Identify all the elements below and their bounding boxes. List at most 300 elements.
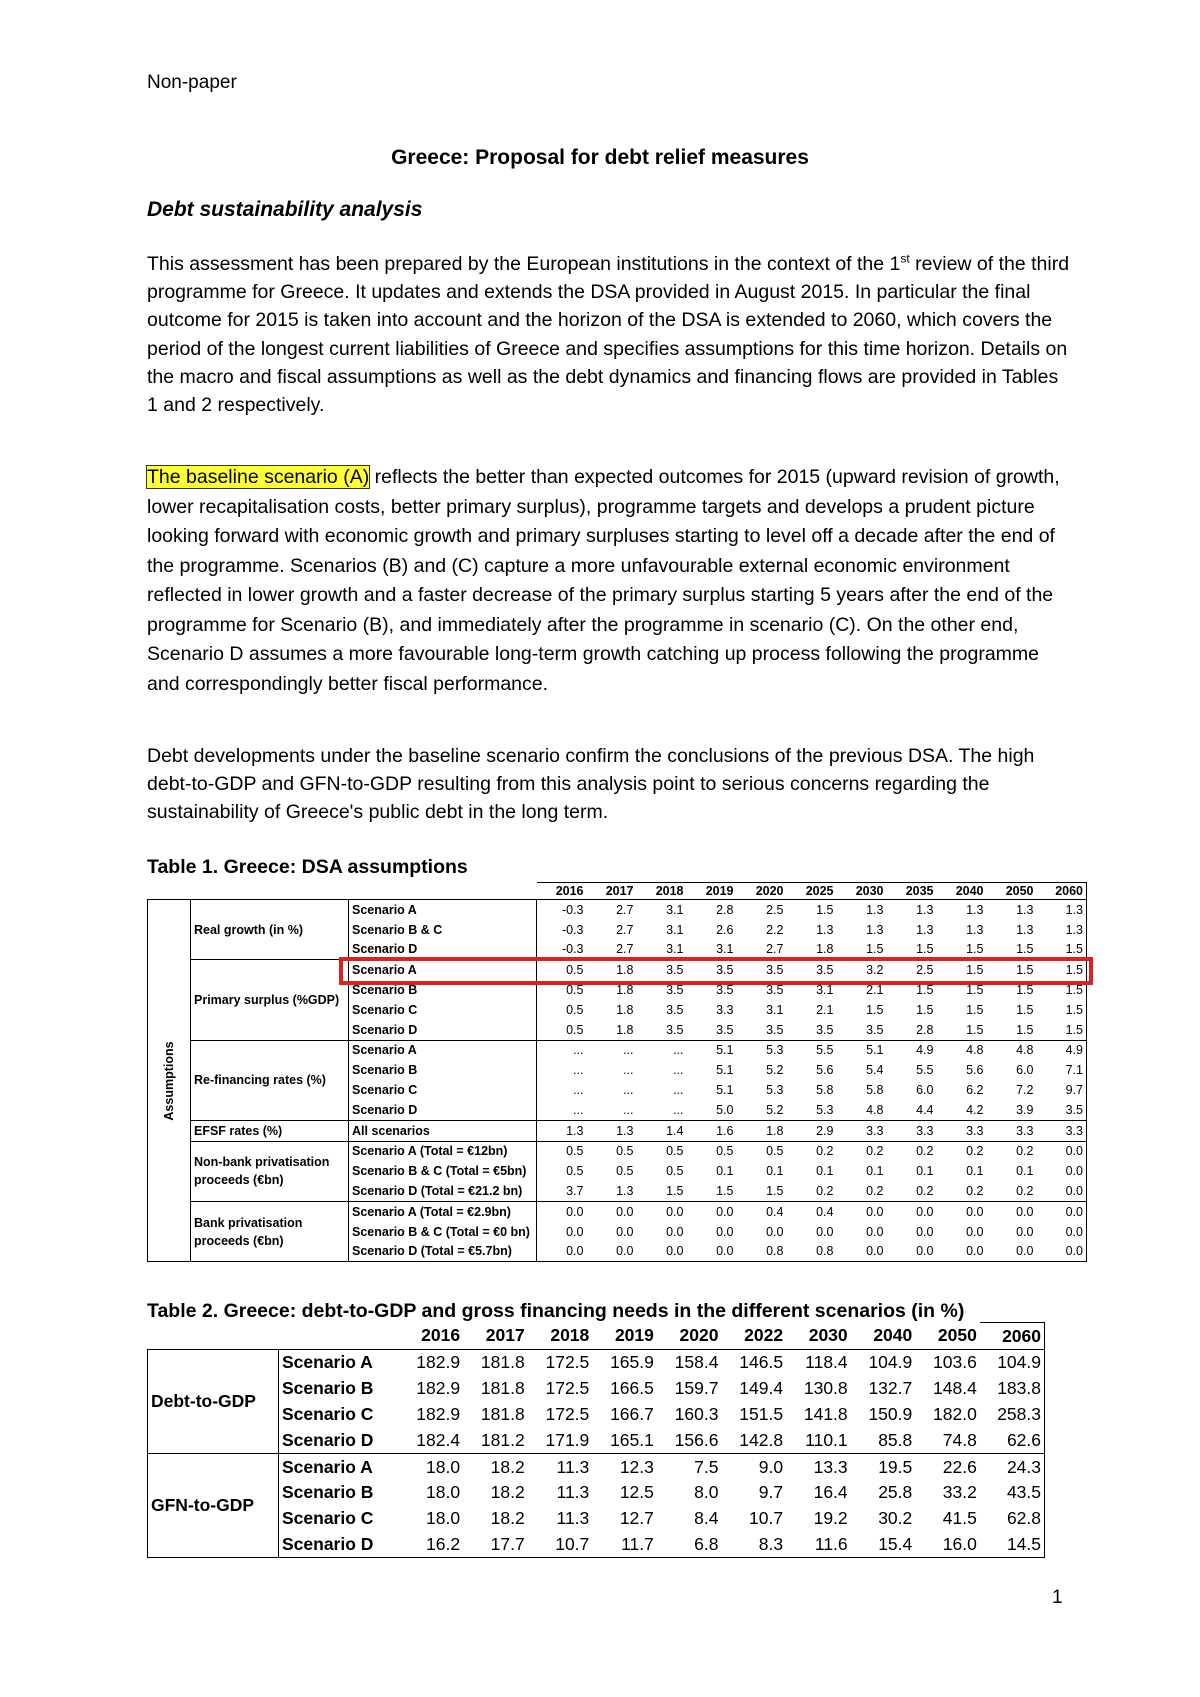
value-cell: 172.5 xyxy=(545,1403,590,1424)
value-cell: 15.4 xyxy=(851,1532,916,1558)
value-cell: 9.0 xyxy=(721,1454,786,1480)
value-cell: 18.2 xyxy=(490,1482,525,1503)
value-cell: 3.3 xyxy=(887,1120,937,1141)
value-cell: 0.0 xyxy=(587,1242,637,1262)
value-cell: 3.3 xyxy=(937,1120,987,1141)
value-cell: 3.3 xyxy=(1037,1120,1087,1141)
value-cell: 8.3 xyxy=(721,1532,786,1558)
scenario-label: Scenario A xyxy=(349,900,537,920)
value-cell: 5.3 xyxy=(737,1040,787,1060)
value-cell: 10.7 xyxy=(749,1508,784,1529)
value-cell: 2.8 xyxy=(687,900,737,920)
side-label: Assumptions xyxy=(162,1041,176,1121)
value-cell: 1.5 xyxy=(1016,1002,1034,1017)
value-cell: 7.5 xyxy=(657,1454,722,1480)
value-cell: 0.0 xyxy=(987,1242,1037,1262)
scenario-label: Scenario A (Total = €12bn) xyxy=(349,1141,537,1161)
value-cell: 5.5 xyxy=(787,1040,837,1060)
header-blank-cell xyxy=(279,1323,399,1350)
value-cell: 0.0 xyxy=(687,1201,737,1221)
value-cell: 0.2 xyxy=(937,1141,987,1161)
value-cell: 4.8 xyxy=(987,1040,1037,1060)
scenario-label: Scenario B xyxy=(349,980,537,1000)
value-cell: 6.0 xyxy=(1016,1063,1034,1078)
value-cell: 0.5 xyxy=(587,1141,637,1161)
value-cell: 3.1 xyxy=(666,942,684,957)
value-cell: 0.5 xyxy=(616,1164,634,1179)
value-cell: 9.7 xyxy=(758,1482,784,1503)
value-cell: 0.2 xyxy=(787,1141,837,1161)
header-blank-cell xyxy=(148,1323,279,1350)
value-cell: 150.9 xyxy=(868,1403,913,1424)
value-cell: ... xyxy=(673,1063,684,1078)
value-cell: 0.0 xyxy=(616,1224,634,1239)
page-number: 1 xyxy=(1052,1587,1063,1608)
value-cell: 5.2 xyxy=(766,1102,784,1117)
year-header: 2050 xyxy=(937,1325,977,1346)
value-cell: 5.6 xyxy=(816,1063,834,1078)
scenario-label: Scenario D xyxy=(349,1100,537,1120)
value-cell: 16.2 xyxy=(399,1532,464,1558)
value-cell: 104.9 xyxy=(980,1350,1045,1376)
value-cell: 3.9 xyxy=(1016,1102,1034,1117)
value-cell: 142.8 xyxy=(739,1429,784,1450)
year-header: 2018 xyxy=(550,1325,590,1346)
table-row xyxy=(148,1141,1087,1161)
value-cell: 1.3 xyxy=(887,900,937,920)
year-header: 2060 xyxy=(1037,883,1087,900)
value-cell: 0.2 xyxy=(866,1184,884,1199)
value-cell: 3.5 xyxy=(666,1022,684,1037)
value-cell: 0.5 xyxy=(566,983,584,998)
table-row xyxy=(148,1506,1045,1532)
value-cell: 4.8 xyxy=(937,1040,987,1060)
value-cell: 0.2 xyxy=(837,1141,887,1161)
value-cell: 0.0 xyxy=(816,1224,834,1239)
value-cell: 0.0 xyxy=(987,1201,1037,1221)
value-cell: 0.2 xyxy=(1016,1184,1034,1199)
year-header: 2016 xyxy=(537,883,587,900)
value-cell: 0.0 xyxy=(837,1242,887,1262)
table-row xyxy=(148,1350,1045,1376)
value-cell: 1.3 xyxy=(966,922,984,937)
value-cell: 1.3 xyxy=(866,922,884,937)
value-cell: 2.7 xyxy=(616,942,634,957)
value-cell: 1.5 xyxy=(916,983,934,998)
value-cell: 5.1 xyxy=(837,1040,887,1060)
value-cell: ... xyxy=(673,1102,684,1117)
scenario-label: Scenario C xyxy=(282,1508,374,1529)
value-cell: 7.2 xyxy=(1016,1083,1034,1098)
value-cell: 1.8 xyxy=(616,1002,634,1017)
scenario-label: All scenarios xyxy=(349,1120,537,1141)
intro-text-b: review of the third programme for Greece. It updates and extends the DSA provided in August 2015. In particular the final outcome for 2015 is taken into account and the horizon of the DSA is extended to 2060, which covers the period of the longest current liabilities of Greece and specifies assumptions for this time horizon. Details on the macro and fiscal assumptions as well as the debt dynamics and financing flows are provided in Tables 1 and 2 respectively. xyxy=(147,253,1070,417)
value-cell: 0.0 xyxy=(887,1242,937,1262)
table-row xyxy=(148,1532,1045,1558)
value-cell: 258.3 xyxy=(980,1402,1045,1428)
value-cell: 2.6 xyxy=(716,922,734,937)
value-cell: 18.0 xyxy=(426,1482,461,1503)
value-cell: 1.5 xyxy=(966,942,984,957)
table-row xyxy=(148,1480,1045,1506)
value-cell: 0.5 xyxy=(666,1164,684,1179)
year-header: 2016 xyxy=(421,1325,461,1346)
value-cell: 3.3 xyxy=(987,1120,1037,1141)
scenario-label: Scenario C xyxy=(349,1000,537,1020)
section-heading: Debt sustainability analysis xyxy=(147,198,423,221)
table1-dsa-assumptions xyxy=(147,882,1087,1262)
value-cell: 5.1 xyxy=(716,1063,734,1078)
value-cell: 43.5 xyxy=(980,1480,1045,1506)
value-cell: 1.5 xyxy=(866,942,884,957)
value-cell: 0.0 xyxy=(716,1224,734,1239)
value-cell: 182.0 xyxy=(933,1403,977,1424)
value-cell: 1.5 xyxy=(937,960,987,980)
value-cell: 3.5 xyxy=(787,960,837,980)
value-cell: 182.9 xyxy=(416,1378,461,1399)
value-cell: 0.1 xyxy=(1016,1164,1034,1179)
value-cell: 5.8 xyxy=(816,1083,834,1098)
value-cell: 0.0 xyxy=(566,1224,584,1239)
value-cell: 0.8 xyxy=(787,1242,837,1262)
value-cell: 4.4 xyxy=(916,1102,934,1117)
value-cell: 118.4 xyxy=(786,1350,851,1376)
scenario-label: Scenario A xyxy=(349,1040,537,1060)
value-cell: ... xyxy=(573,1063,584,1078)
scenario-label: Scenario D xyxy=(279,1532,399,1558)
scenario-label: Scenario B & C (Total = €5bn) xyxy=(349,1161,537,1181)
value-cell: 0.5 xyxy=(637,1141,687,1161)
year-header: 2035 xyxy=(887,883,937,900)
table-row xyxy=(148,1376,1045,1402)
value-cell: ... xyxy=(573,1083,584,1098)
value-cell: 4.9 xyxy=(1037,1040,1087,1060)
value-cell: 0.1 xyxy=(966,1164,984,1179)
value-cell: 0.0 xyxy=(587,1201,637,1221)
value-cell: 2.5 xyxy=(887,960,937,980)
group-label: Re-financing rates (%) xyxy=(191,1040,349,1120)
value-cell: 17.7 xyxy=(463,1532,528,1558)
value-cell: 1.5 xyxy=(916,1002,934,1017)
value-cell: 4.8 xyxy=(866,1102,884,1117)
value-cell: 110.1 xyxy=(805,1429,848,1450)
year-header: 2019 xyxy=(687,883,737,900)
value-cell: 2.7 xyxy=(587,900,637,920)
document-title: Greece: Proposal for debt relief measures xyxy=(391,146,809,169)
value-cell: 160.3 xyxy=(674,1403,719,1424)
value-cell: 1.3 xyxy=(916,922,934,937)
value-cell: 0.0 xyxy=(666,1224,684,1239)
scenario-label: Scenario B xyxy=(282,1482,374,1503)
value-cell: 1.5 xyxy=(966,1002,984,1017)
intro-paragraph xyxy=(147,250,1072,419)
value-cell: ... xyxy=(623,1083,634,1098)
value-cell: 3.1 xyxy=(637,900,687,920)
scenario-label: Scenario D (Total = €21.2 bn) xyxy=(349,1181,537,1201)
value-cell: 3.5 xyxy=(637,960,687,980)
value-cell: 181.8 xyxy=(480,1403,525,1424)
value-cell: 1.8 xyxy=(737,1120,787,1141)
value-cell: 9.7 xyxy=(1037,1080,1087,1100)
value-cell: 0.0 xyxy=(837,1201,887,1221)
value-cell: 24.3 xyxy=(980,1454,1045,1480)
value-cell: 18.0 xyxy=(426,1508,461,1529)
value-cell: 0.5 xyxy=(537,1141,587,1161)
group-label: Primary surplus (%GDP) xyxy=(191,960,349,1040)
highlighted-phrase: The baseline scenario (A) xyxy=(147,466,370,488)
scenario-label: Scenario D xyxy=(349,940,537,960)
value-cell: 0.5 xyxy=(566,1002,584,1017)
table-row xyxy=(148,1201,1087,1221)
value-cell: ... xyxy=(623,1102,634,1117)
value-cell: 0.1 xyxy=(816,1164,834,1179)
value-cell: 3.5 xyxy=(737,960,787,980)
value-cell: 1.3 xyxy=(1037,920,1087,940)
value-cell: 182.9 xyxy=(399,1350,464,1376)
value-cell: 1.3 xyxy=(816,922,834,937)
value-cell: ... xyxy=(623,1063,634,1078)
value-cell: 2.2 xyxy=(766,922,784,937)
value-cell: 149.4 xyxy=(739,1378,784,1399)
value-cell: 103.6 xyxy=(915,1350,980,1376)
scenario-label: Scenario A (Total = €2.9bn) xyxy=(349,1201,537,1221)
value-cell: 0.0 xyxy=(537,1242,587,1262)
value-cell: 5.0 xyxy=(716,1102,734,1117)
value-cell: ... xyxy=(573,1102,584,1117)
value-cell: 0.0 xyxy=(1037,1141,1087,1161)
scenario-label: Scenario C xyxy=(282,1403,374,1424)
scenario-label: Scenario A xyxy=(279,1350,399,1376)
value-cell: 11.3 xyxy=(528,1454,593,1480)
value-cell: 1.5 xyxy=(966,983,984,998)
value-cell: 5.1 xyxy=(716,1083,734,1098)
value-cell: 165.9 xyxy=(592,1350,657,1376)
value-cell: 0.0 xyxy=(1037,1201,1087,1221)
value-cell: 22.6 xyxy=(915,1454,980,1480)
value-cell: 18.2 xyxy=(490,1508,525,1529)
value-cell: 85.8 xyxy=(878,1429,913,1450)
value-cell: 2.1 xyxy=(866,983,884,998)
value-cell: 1.5 xyxy=(1037,940,1087,960)
value-cell: 0.0 xyxy=(1037,1242,1087,1262)
value-cell: 0.4 xyxy=(787,1201,837,1221)
value-cell: 1.5 xyxy=(987,960,1037,980)
value-cell: 3.5 xyxy=(716,1022,734,1037)
value-cell: 11.3 xyxy=(556,1508,590,1529)
value-cell: 1.5 xyxy=(1037,980,1087,1000)
value-cell: 0.0 xyxy=(966,1224,984,1239)
scenario-label: Scenario B xyxy=(349,1060,537,1080)
value-cell: 0.0 xyxy=(1016,1224,1034,1239)
value-cell: 6.2 xyxy=(966,1083,984,1098)
scenario-label: Scenario D xyxy=(282,1429,374,1450)
value-cell: 12.7 xyxy=(619,1508,654,1529)
value-cell: 5.5 xyxy=(916,1063,934,1078)
year-header: 2030 xyxy=(837,883,887,900)
scenario-label: Scenario C xyxy=(349,1080,537,1100)
value-cell: 146.5 xyxy=(721,1350,786,1376)
value-cell: 5.6 xyxy=(966,1063,984,1078)
value-cell: 104.9 xyxy=(851,1350,916,1376)
table-row xyxy=(148,1402,1045,1428)
value-cell: 0.2 xyxy=(887,1141,937,1161)
value-cell: 0.5 xyxy=(537,960,587,980)
value-cell: 11.6 xyxy=(786,1532,851,1558)
value-cell: 1.8 xyxy=(616,983,634,998)
scenario-label: Scenario A xyxy=(349,960,537,980)
value-cell: 8.0 xyxy=(694,1482,719,1503)
value-cell: 33.2 xyxy=(942,1482,977,1503)
table-row xyxy=(148,1120,1087,1141)
value-cell: 158.4 xyxy=(657,1350,722,1376)
value-cell: 3.5 xyxy=(866,1022,884,1037)
value-cell: 10.7 xyxy=(528,1532,593,1558)
value-cell: 3.5 xyxy=(1037,1100,1087,1120)
value-cell: 5.2 xyxy=(766,1063,784,1078)
value-cell: 1.5 xyxy=(1037,1020,1087,1040)
value-cell: 4.9 xyxy=(887,1040,937,1060)
value-cell: 11.7 xyxy=(592,1532,657,1558)
value-cell: 4.2 xyxy=(966,1102,984,1117)
value-cell: 0.2 xyxy=(966,1184,984,1199)
value-cell: 18.2 xyxy=(463,1454,528,1480)
value-cell: 3.5 xyxy=(766,1022,784,1037)
value-cell: 3.3 xyxy=(716,1002,734,1017)
value-cell: 1.6 xyxy=(687,1120,737,1141)
header-blank-cell xyxy=(191,883,349,900)
value-cell: 0.5 xyxy=(566,1022,584,1037)
scenario-label: Scenario A xyxy=(279,1454,399,1480)
value-cell: 0.0 xyxy=(866,1224,884,1239)
table2-debt-gfn xyxy=(147,1322,1045,1558)
ordinal-suffix: st xyxy=(900,251,910,266)
value-cell: 5.4 xyxy=(866,1063,884,1078)
header-blank-cell xyxy=(148,883,191,900)
value-cell: 74.8 xyxy=(942,1429,977,1450)
value-cell: 5.3 xyxy=(816,1102,834,1117)
value-cell: 181.8 xyxy=(480,1378,525,1399)
year-header: 2040 xyxy=(873,1325,913,1346)
value-cell: 0.0 xyxy=(937,1201,987,1221)
value-cell: 1.3 xyxy=(837,900,887,920)
value-cell: 0.5 xyxy=(737,1141,787,1161)
value-cell: 14.5 xyxy=(980,1532,1045,1558)
value-cell: -0.3 xyxy=(537,900,587,920)
value-cell: 0.0 xyxy=(1037,1181,1087,1201)
value-cell: 16.0 xyxy=(915,1532,980,1558)
value-cell: 0.0 xyxy=(537,1201,587,1221)
value-cell: 1.5 xyxy=(1016,1022,1034,1037)
value-cell: 6.0 xyxy=(916,1083,934,1098)
year-header: 2020 xyxy=(679,1325,719,1346)
value-cell: 2.7 xyxy=(766,942,784,957)
value-cell: 3.5 xyxy=(687,960,737,980)
year-header: 2025 xyxy=(787,883,837,900)
annotation-box xyxy=(339,957,1093,985)
value-cell: 12.5 xyxy=(619,1482,654,1503)
value-cell: 2.7 xyxy=(616,922,634,937)
value-cell: 1.5 xyxy=(666,1184,684,1199)
value-cell: 3.3 xyxy=(837,1120,887,1141)
table-row xyxy=(148,1040,1087,1060)
value-cell: 0.0 xyxy=(637,1201,687,1221)
baseline-paragraph xyxy=(147,463,1072,699)
value-cell: 3.1 xyxy=(816,983,834,998)
value-cell: 7.1 xyxy=(1037,1060,1087,1080)
value-cell: 1.3 xyxy=(616,1184,634,1199)
value-cell: 1.5 xyxy=(1037,960,1087,980)
value-cell: 1.5 xyxy=(1037,1000,1087,1020)
value-cell: 3.5 xyxy=(666,1002,684,1017)
year-header: 2050 xyxy=(987,883,1037,900)
group-label: Debt-to-GDP xyxy=(148,1350,279,1454)
value-cell: 62.8 xyxy=(980,1506,1045,1532)
value-cell: 2.1 xyxy=(816,1002,834,1017)
value-cell: 156.6 xyxy=(674,1429,719,1450)
value-cell: 1.5 xyxy=(866,1002,884,1017)
table-row xyxy=(148,1427,1045,1453)
value-cell: 1.5 xyxy=(1016,983,1034,998)
value-cell: 3.1 xyxy=(666,922,684,937)
value-cell: 166.7 xyxy=(610,1403,654,1424)
value-cell: 0.5 xyxy=(687,1141,737,1161)
value-cell: 0.8 xyxy=(737,1242,787,1262)
group-label: Real growth (in %) xyxy=(191,900,349,960)
value-cell: 3.1 xyxy=(766,1002,784,1017)
value-cell: 0.0 xyxy=(1037,1161,1087,1181)
value-cell: 5.1 xyxy=(687,1040,737,1060)
value-cell: 3.7 xyxy=(566,1184,584,1199)
year-header: 2017 xyxy=(587,883,637,900)
value-cell: 1.4 xyxy=(637,1120,687,1141)
value-cell: 6.8 xyxy=(657,1532,722,1558)
group-label: Bank privatisation proceeds (€bn) xyxy=(191,1201,349,1261)
value-cell: 30.2 xyxy=(878,1508,913,1529)
value-cell: 0.4 xyxy=(737,1201,787,1221)
value-cell: 0.1 xyxy=(866,1164,884,1179)
value-cell: 182.4 xyxy=(416,1429,461,1450)
value-cell: 1.8 xyxy=(616,1022,634,1037)
table-row xyxy=(148,1454,1045,1480)
year-header: 2030 xyxy=(808,1325,848,1346)
value-cell: 132.7 xyxy=(868,1378,913,1399)
value-cell: 62.6 xyxy=(980,1427,1045,1453)
value-cell: 3.1 xyxy=(716,942,734,957)
value-cell: 3.5 xyxy=(816,1022,834,1037)
value-cell: 13.3 xyxy=(786,1454,851,1480)
value-cell: 3.5 xyxy=(666,983,684,998)
value-cell: 171.9 xyxy=(545,1429,590,1450)
value-cell: 1.3 xyxy=(587,1120,637,1141)
value-cell: 1.3 xyxy=(1037,900,1087,920)
value-cell: 1.3 xyxy=(1016,922,1034,937)
value-cell: 172.5 xyxy=(528,1350,593,1376)
value-cell: 1.3 xyxy=(537,1120,587,1141)
value-cell: 2.8 xyxy=(916,1022,934,1037)
table-row xyxy=(148,900,1087,920)
table1-caption: Table 1. Greece: DSA assumptions xyxy=(147,856,468,878)
value-cell: 11.3 xyxy=(556,1482,590,1503)
value-cell: 151.5 xyxy=(739,1403,784,1424)
value-cell: 0.1 xyxy=(916,1164,934,1179)
value-cell: 182.9 xyxy=(416,1403,461,1424)
scenario-label: Scenario B & C (Total = €0 bn) xyxy=(349,1222,537,1242)
value-cell: 0.0 xyxy=(887,1201,937,1221)
value-cell: 172.5 xyxy=(545,1378,590,1399)
value-cell: 165.1 xyxy=(610,1429,654,1450)
year-header: 2040 xyxy=(937,883,987,900)
header-blank-cell xyxy=(349,883,537,900)
